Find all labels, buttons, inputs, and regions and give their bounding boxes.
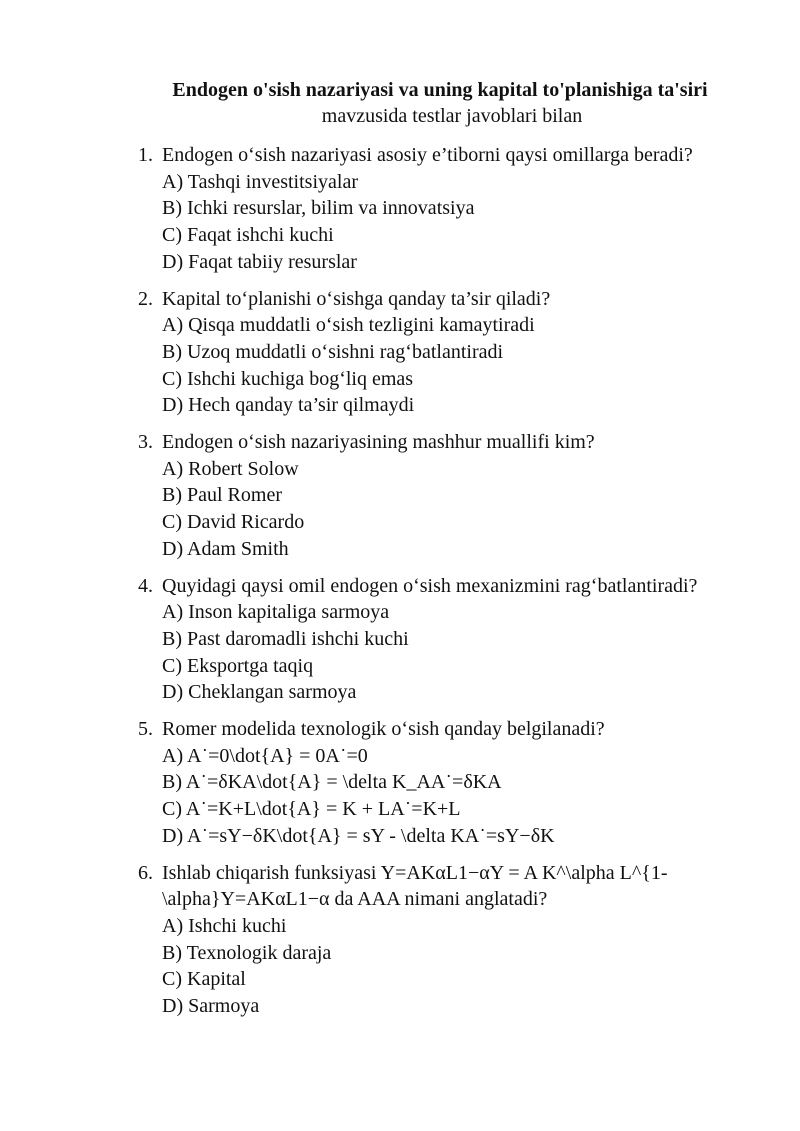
question-1 (138, 142, 748, 276)
document-subtitle: mavzusida testlar javoblari bilan (321, 105, 583, 127)
question-6 (138, 860, 748, 1020)
answer-option-d: D) Faqat tabiiy resurslar (162, 250, 357, 273)
answer-options (162, 913, 748, 1020)
answer-options (162, 743, 748, 850)
answer-option-b: B) Ichki resurslar, bilim va innovatsiya (162, 197, 475, 220)
answer-option-c: C) David Ricardo (162, 511, 305, 534)
question-5 (138, 716, 748, 850)
answer-option-a: A) Tashqi investitsiyalar (162, 170, 358, 193)
answer-option-a: A) A˙=0\dot{A} = 0A˙=0 (162, 744, 368, 767)
answer-option-b: B) Texnologik daraja (162, 941, 332, 964)
answer-option-d: D) A˙=sY−δK\dot{A} = sY - \delta KA˙=sY−δK (162, 824, 555, 847)
question-text: Ishlab chiqarish funksiyasi Y=AKαL1−αY = A K^\alpha L^{1-\alpha}Y=AKαL1−α da AAA nimani anglatadi? (162, 861, 668, 911)
answer-option-b: B) Uzoq muddatli o‘sishni rag‘batlantiradi (162, 340, 504, 363)
answer-options (162, 599, 748, 706)
question-text: Endogen o‘sish nazariyasi asosiy e’tiborni qaysi omillarga beradi? (162, 144, 693, 166)
answer-option-a: A) Ishchi kuchi (162, 914, 287, 937)
answer-option-c: C) A˙=K+L\dot{A} = K + LA˙=K+L (162, 798, 461, 821)
question-number: 6. (138, 861, 153, 884)
question-text: Quyidagi qaysi omil endogen o‘sish mexanizmini rag‘batlantiradi? (162, 574, 698, 597)
answer-option-a: A) Qisqa muddatli o‘sish tezligini kamaytiradi (162, 314, 535, 337)
answer-option-a: A) Inson kapitaliga sarmoya (162, 601, 390, 624)
question-number: 5. (138, 718, 153, 741)
question-list (138, 142, 748, 1030)
question-text: Endogen o‘sish nazariyasining mashhur muallifi kim? (162, 431, 595, 454)
question-3 (138, 429, 748, 563)
answer-option-d: D) Cheklangan sarmoya (162, 681, 357, 704)
answer-option-b: B) A˙=δKA\dot{A} = \delta K_AA˙=δKA (162, 771, 502, 794)
answer-option-b: B) Past daromadli ishchi kuchi (162, 627, 409, 650)
question-number: 3. (138, 431, 153, 454)
document-title: Endogen o'sish nazariyasi va uning kapital to'planishiga ta'siri (172, 79, 708, 101)
answer-option-d: D) Adam Smith (162, 537, 289, 560)
answer-options (162, 312, 748, 419)
answer-option-c: C) Ishchi kuchiga bog‘liq emas (162, 367, 414, 390)
question-4 (138, 573, 748, 707)
question-number: 4. (138, 574, 153, 597)
answer-option-d: D) Sarmoya (162, 995, 260, 1018)
answer-option-b: B) Paul Romer (162, 484, 282, 507)
question-number: 2. (138, 287, 153, 310)
answer-option-c: C) Kapital (162, 968, 246, 991)
answer-option-a: A) Robert Solow (162, 457, 299, 480)
question-text: Romer modelida texnologik o‘sish qanday belgilanadi? (162, 718, 605, 741)
answer-option-c: C) Eksportga taqiq (162, 654, 314, 677)
answer-option-d: D) Hech qanday ta’sir qilmaydi (162, 394, 415, 417)
answer-options (162, 169, 748, 276)
question-2 (138, 286, 748, 420)
answer-option-c: C) Faqat ishchi kuchi (162, 224, 334, 247)
answer-options (162, 456, 748, 563)
question-text: Kapital to‘planishi o‘sishga qanday ta’sir qiladi? (162, 287, 551, 310)
question-number: 1. (138, 144, 153, 166)
